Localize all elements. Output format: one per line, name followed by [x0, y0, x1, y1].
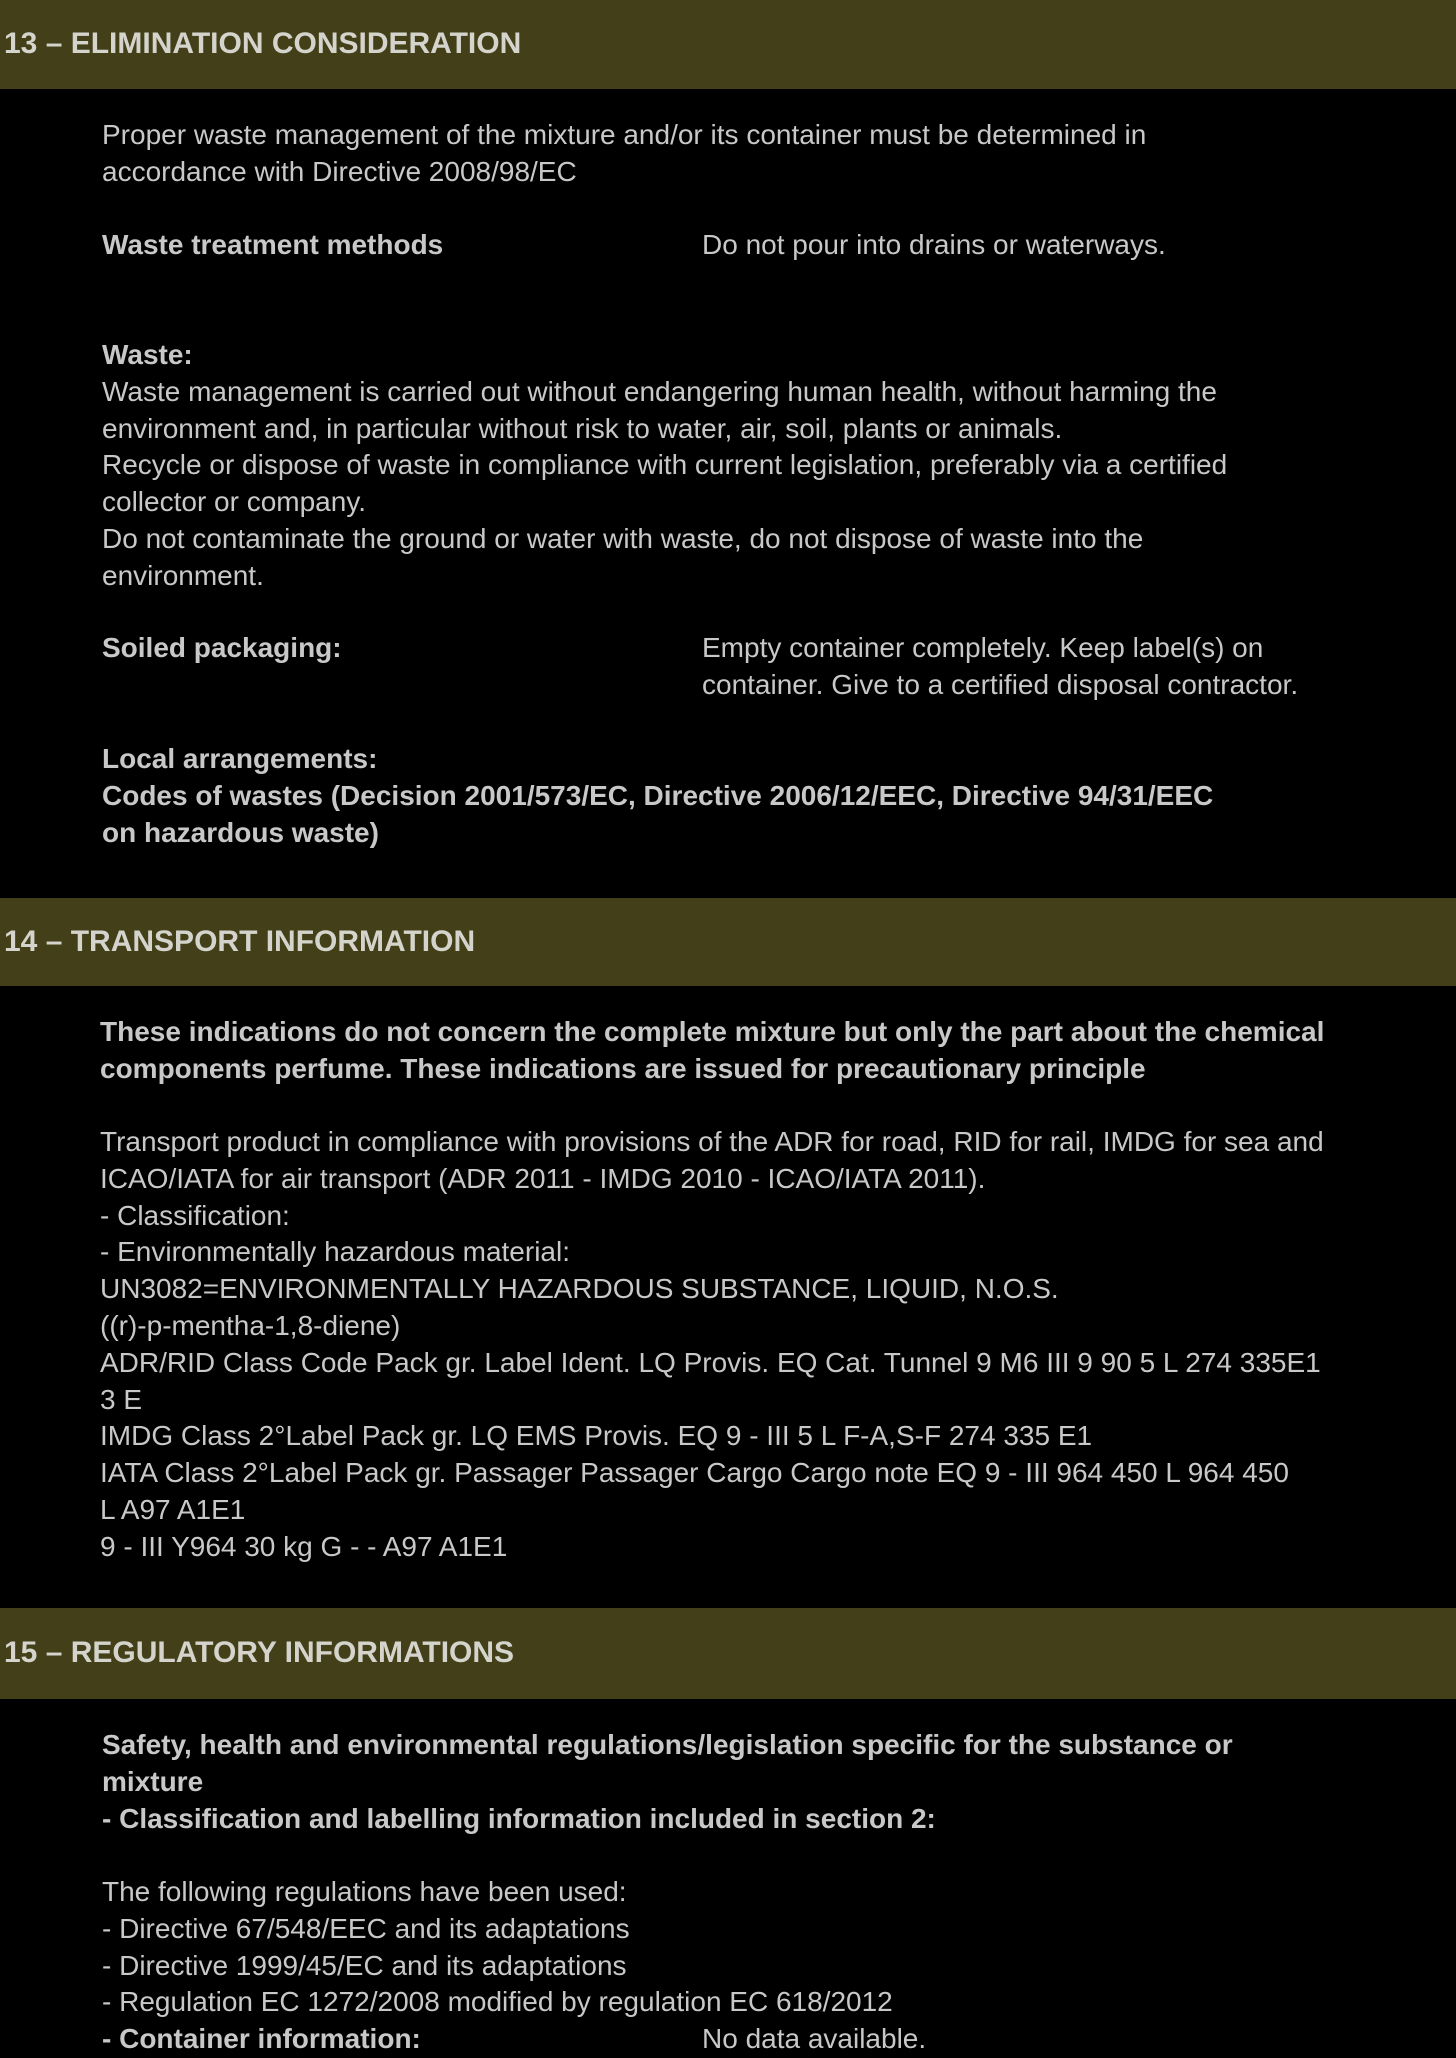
waste-line-2: environment and, in particular without risk to water, air, soil, plants or animals.: [102, 412, 1063, 444]
waste-line-5: Do not contaminate the ground or water with waste, do not dispose of waste into the: [102, 522, 1144, 554]
waste-block: [102, 337, 1227, 595]
regulations-list: [102, 1874, 893, 2021]
transport-line-2: ICAO/IATA for air transport (ADR 2011 - IMDG 2010 - ICAO/IATA 2011).: [100, 1162, 986, 1194]
intro-line-1: Proper waste management of the mixture and/or its container must be determined in: [102, 119, 1147, 150]
section-13-header: [0, 0, 1456, 89]
waste-line-4: collector or company.: [102, 486, 367, 518]
transport-body: [100, 1124, 1324, 1566]
regs-line-3: - Directive 1999/45/EC and its adaptations: [102, 1949, 627, 1981]
container-info-value: No data available.: [702, 2023, 927, 2054]
waste-line-1: Waste management is carried out without endangering human health, without harming the: [102, 375, 1217, 407]
transport-line-4: - Environmentally hazardous material:: [100, 1236, 570, 1268]
section-13-intro: [102, 117, 1146, 191]
soiled-packaging-value: [702, 630, 1298, 704]
notice-line-1: These indications do not concern the complete mixture but only the part about the chemical: [100, 1016, 1325, 1047]
section-15-header: [0, 1608, 1456, 1699]
section-15-title: 15 – REGULATORY INFORMATIONS: [4, 1636, 515, 1670]
regulatory-heading-line-3: - Classification and labelling information included in section 2:: [102, 1802, 936, 1834]
regs-line-4: - Regulation EC 1272/2008 modified by regulation EC 618/2012: [102, 1986, 893, 2018]
transport-line-8: 3 E: [100, 1383, 143, 1415]
regs-line-1: The following regulations have been used:: [102, 1876, 627, 1907]
regulatory-heading: [102, 1727, 1233, 1837]
soiled-packaging-label: Soiled packaging:: [102, 632, 342, 663]
waste-line-3: Recycle or dispose of waste in compliance with current legislation, preferably via a certified: [102, 449, 1228, 481]
soiled-packaging-line-1: Empty container completely. Keep label(s) on: [702, 632, 1264, 663]
transport-line-3: - Classification:: [100, 1199, 290, 1231]
transport-line-6: ((r)-p-mentha-1,8-diene): [100, 1309, 401, 1341]
regulatory-heading-line-1: Safety, health and environmental regulations/legislation specific for the substance or: [102, 1729, 1233, 1760]
waste-treatment-value: Do not pour into drains or waterways.: [702, 229, 1166, 260]
transport-line-9: IMDG Class 2°Label Pack gr. LQ EMS Provis. EQ 9 - III 5 L F-A,S-F 274 335 E1: [100, 1420, 1093, 1452]
transport-line-12: 9 - III Y964 30 kg G - - A97 A1E1: [100, 1530, 508, 1562]
intro-line-2: accordance with Directive 2008/98/EC: [102, 155, 577, 187]
local-arrangements: [102, 741, 1213, 851]
container-info-label: - Container information:: [102, 2023, 421, 2054]
waste-treatment-label: Waste treatment methods: [102, 229, 444, 260]
local-line-1: Local arrangements:: [102, 743, 378, 774]
transport-notice: [100, 1014, 1324, 1088]
local-line-2: Codes of wastes (Decision 2001/573/EC, Directive 2006/12/EEC, Directive 94/31/EEC: [102, 779, 1214, 811]
waste-heading: Waste:: [102, 339, 193, 370]
transport-line-7: ADR/RID Class Code Pack gr. Label Ident. LQ Provis. EQ Cat. Tunnel 9 M6 III 9 90 5 L 274 335E1: [100, 1346, 1321, 1378]
transport-line-1: Transport product in compliance with provisions of the ADR for road, RID for rail, IMDG for sea and: [100, 1126, 1324, 1157]
section-14-header: [0, 898, 1456, 986]
transport-line-10: IATA Class 2°Label Pack gr. Passager Passager Cargo Cargo note EQ 9 - III 964 450 L 964 450: [100, 1457, 1289, 1489]
regulatory-heading-line-2: mixture: [102, 1765, 204, 1797]
transport-line-5: UN3082=ENVIRONMENTALLY HAZARDOUS SUBSTANCE, LIQUID, N.O.S.: [100, 1273, 1059, 1305]
waste-line-6: environment.: [102, 559, 264, 591]
soiled-packaging-line-2: container. Give to a certified disposal contractor.: [702, 668, 1299, 700]
section-14-title: 14 – TRANSPORT INFORMATION: [4, 924, 476, 958]
local-line-3: on hazardous waste): [102, 816, 379, 848]
regs-line-2: - Directive 67/548/EEC and its adaptations: [102, 1912, 630, 1944]
section-13-title: 13 – ELIMINATION CONSIDERATION: [4, 27, 522, 61]
notice-line-2: components perfume. These indications are issued for precautionary principle: [100, 1052, 1146, 1084]
transport-line-11: L A97 A1E1: [100, 1493, 246, 1525]
